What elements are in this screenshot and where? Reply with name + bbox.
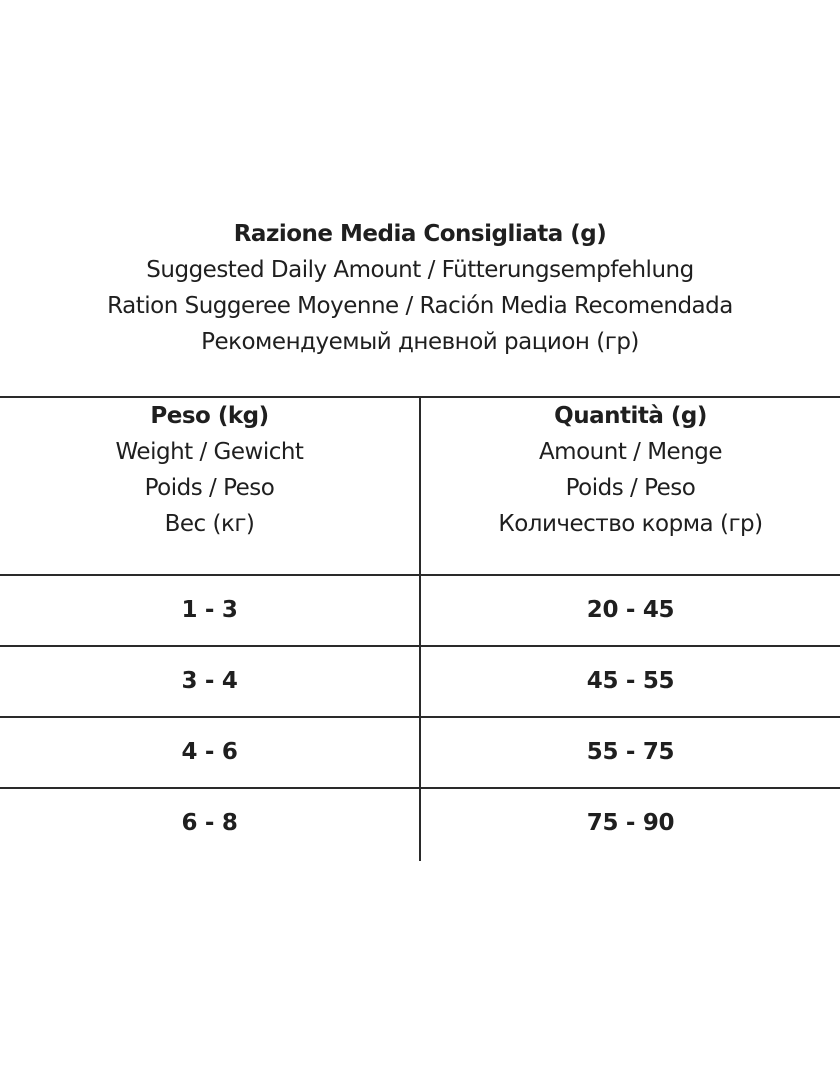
title-block [0, 216, 840, 360]
title-main: Razione Media Consigliata (g) [233, 221, 607, 247]
table-row-1-weight: 1 - 3 [181, 597, 238, 623]
header-amount-main: Quantità (g) [554, 403, 707, 429]
header-weight [0, 398, 419, 542]
title-line-2: Suggested Daily Amount / Fütterungsempfehlung [146, 257, 694, 283]
table-row-2-weight: 3 - 4 [181, 668, 238, 694]
table-row-4-weight: 6 - 8 [181, 810, 238, 836]
table-row-4-amount: 75 - 90 [586, 810, 675, 836]
table-row-3-amount: 55 - 75 [586, 739, 675, 765]
table-row-3-weight: 4 - 6 [181, 739, 238, 765]
feeding-table [0, 396, 840, 861]
table-row-1-amount: 20 - 45 [586, 597, 675, 623]
header-weight-line-4: Вес (кг) [164, 511, 255, 537]
header-amount-line-4: Количество корма (гр) [498, 511, 763, 537]
header-amount-line-3: Poids / Peso [565, 475, 696, 501]
header-amount-line-2: Amount / Menge [538, 439, 723, 465]
header-weight-main: Peso (kg) [150, 403, 269, 429]
header-weight-line-2: Weight / Gewicht [115, 439, 304, 465]
title-line-4: Рекомендуемый дневной рацион (гр) [201, 329, 639, 355]
header-amount [421, 398, 840, 542]
title-line-3: Ration Suggeree Moyenne / Ración Media Recomendada [107, 293, 733, 319]
table-row-2-amount: 45 - 55 [586, 668, 675, 694]
header-weight-line-3: Poids / Peso [144, 475, 275, 501]
